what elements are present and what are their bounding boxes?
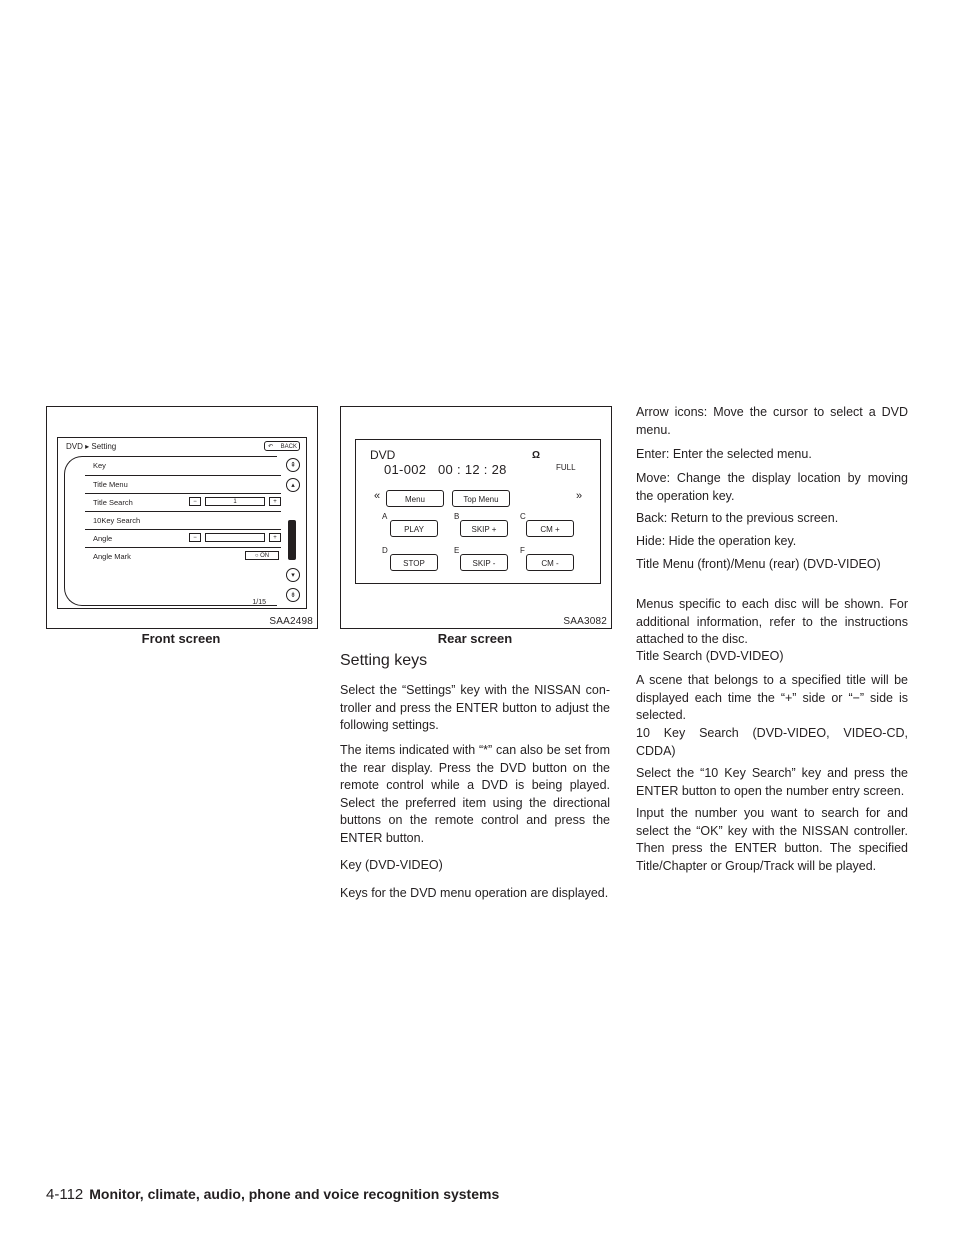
- paragraph: Enter: Enter the selected menu.: [636, 447, 812, 461]
- skip-minus-button: SKIP -: [460, 554, 508, 571]
- subheading: Key (DVD-VIDEO): [340, 858, 443, 872]
- radio-icon: ○: [254, 553, 261, 559]
- cm-plus-button: CM +: [526, 520, 574, 537]
- play-button: PLAY: [390, 520, 438, 537]
- paragraph: The items indicated with “*” can also be set from the rear display. Press the DVD button on the remote control while a DVD is being played. Select the preferred item using the directional buttons on the remote control and press the ENTER button.: [340, 743, 610, 845]
- track-time-readout: 01-002 00 : 12 : 28: [384, 462, 507, 477]
- paragraph: Input the number you want to search for and select the “OK” key with the NISSAN controller. Then press the ENTER button. The specified Title/Chapter or Group/Track will be played.: [636, 806, 908, 873]
- paragraph: Hide: Hide the operation key.: [636, 534, 797, 548]
- page-number: 4-112: [46, 1186, 84, 1203]
- skip-plus-button: SKIP +: [460, 520, 508, 537]
- angle-mark-toggle: ○ ON: [245, 551, 279, 560]
- figure-caption: Rear screen: [437, 631, 513, 646]
- paragraph: Keys for the DVD menu operation are displayed.: [340, 886, 609, 900]
- subheading: 10 Key Search (DVD-VIDEO, VIDEO-CD, CDDA): [636, 726, 908, 758]
- key-letter: A: [382, 512, 388, 521]
- front-screen-display: [57, 437, 307, 609]
- subheading: Title Menu (front)/Menu (rear) (DVD-VIDEO): [636, 557, 881, 571]
- key-letter: C: [520, 512, 526, 521]
- paragraph: Move: Change the display location by moving the operation key.: [636, 471, 908, 503]
- plus-button: +: [269, 497, 281, 506]
- front-screen-title: DVD ▸ Setting: [66, 442, 117, 451]
- key-letter: B: [454, 512, 460, 521]
- plus-button: +: [269, 533, 281, 542]
- figure-caption: Front screen: [141, 631, 221, 646]
- list-item: Angle − +: [85, 529, 281, 547]
- list-item: Title Search − 1 +: [85, 493, 281, 511]
- figure-code: SAA3082: [563, 616, 607, 627]
- minus-button: −: [189, 497, 201, 506]
- paragraph: Back: Return to the previous screen.: [636, 511, 839, 525]
- scroll-up-icon: ▴: [286, 478, 300, 492]
- cm-minus-button: CM -: [526, 554, 574, 571]
- scroll-bottom-icon: ⇟: [286, 588, 300, 602]
- rear-screen-display: [355, 439, 601, 584]
- list-item: Key: [93, 461, 106, 470]
- move-right-icon: »: [576, 490, 583, 502]
- subheading: Title Search (DVD-VIDEO): [636, 649, 784, 663]
- full-label: FULL: [556, 463, 576, 472]
- list-item: Angle Mark ○ ON: [85, 547, 281, 565]
- paragraph: Menus specific to each disc will be shown. For additional information, refer to the instructions attached to the disc.: [636, 597, 908, 646]
- menu-button: Menu: [386, 490, 444, 507]
- angle-value: [205, 533, 265, 542]
- key-letter: D: [382, 546, 388, 555]
- scroll-top-icon: ⇞: [286, 458, 300, 472]
- figure-code: SAA2498: [269, 616, 313, 627]
- key-letter: E: [454, 546, 460, 555]
- page-footer: [46, 1186, 499, 1203]
- paragraph: Arrow icons: Move the cursor to select a DVD menu.: [636, 405, 908, 437]
- top-menu-button: Top Menu: [452, 490, 510, 507]
- section-title: Setting keys: [340, 652, 428, 669]
- paragraph: Select the “Settings” key with the NISSAN con-troller and press the ENTER button to adjust the following settings.: [340, 683, 610, 732]
- paragraph: A scene that belongs to a specified title will be displayed each time the “+” side or “−” side is selected.: [636, 673, 908, 722]
- move-left-icon: «: [374, 490, 381, 502]
- list-item: 10Key Search: [85, 511, 281, 529]
- back-button: ↶ BACK: [264, 441, 300, 451]
- paragraph: Select the “10 Key Search” key and press the ENTER button to open the number entry screen.: [636, 766, 908, 798]
- settings-list: [64, 456, 277, 606]
- page-indicator: 1/15: [252, 599, 266, 606]
- back-arrow-icon: ↶: [268, 444, 274, 450]
- stop-button: STOP: [390, 554, 438, 571]
- dvd-label: DVD: [370, 448, 396, 462]
- front-screen-figure: [46, 406, 318, 629]
- rear-screen-figure: [340, 406, 612, 629]
- headphone-icon: Ω: [532, 450, 541, 461]
- list-item: Title Menu: [85, 475, 281, 493]
- title-search-value: 1: [205, 497, 265, 506]
- key-letter: F: [520, 546, 525, 555]
- scrollbar: [288, 520, 296, 560]
- chapter-title: Monitor, climate, audio, phone and voice recognition systems: [89, 1186, 500, 1202]
- scroll-down-icon: ▾: [286, 568, 300, 582]
- minus-button: −: [189, 533, 201, 542]
